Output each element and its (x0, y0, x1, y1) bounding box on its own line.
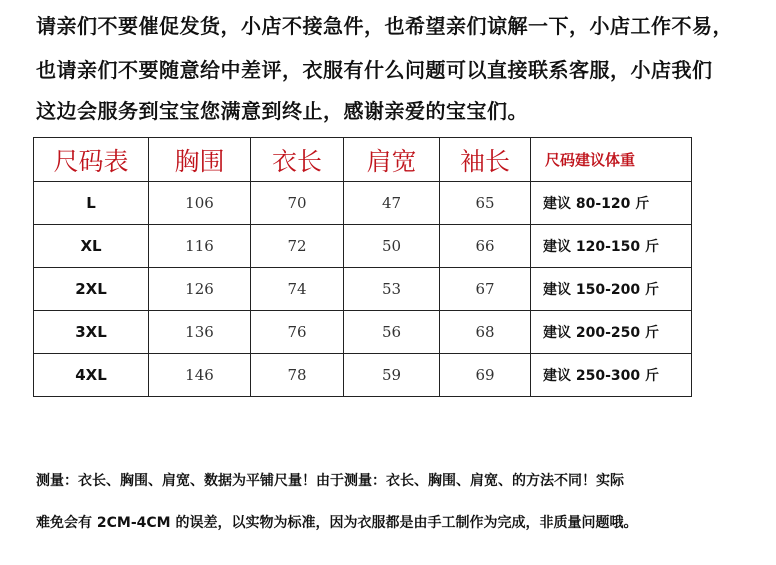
shoulder-cell: 50 (344, 225, 440, 268)
length-cell: 74 (251, 268, 344, 311)
header-chest: 胸围 (149, 138, 251, 182)
chest-cell: 116 (149, 225, 251, 268)
sleeve-cell: 69 (440, 354, 531, 397)
chest-cell: 106 (149, 182, 251, 225)
size-chart-table (33, 137, 692, 397)
shoulder-cell: 56 (344, 311, 440, 354)
intro-line-2: 也请亲们不要随意给中差评，衣服有什么问题可以直接联系客服，小店我们 (36, 58, 713, 82)
table-row (34, 354, 692, 397)
header-sleeve: 袖长 (440, 138, 531, 182)
measurement-note-2: 难免会有 2CM-4CM 的误差，以实物为标准，因为衣服都是由手工制作为完成，非质量问题哦。 (36, 515, 638, 531)
weight-cell: 建议 200-250 斤 (531, 311, 692, 354)
size-cell: 4XL (34, 354, 149, 397)
weight-cell: 建议 150-200 斤 (531, 268, 692, 311)
shoulder-cell: 53 (344, 268, 440, 311)
chest-cell: 146 (149, 354, 251, 397)
weight-cell: 建议 250-300 斤 (531, 354, 692, 397)
header-size-chart: 尺码表 (34, 138, 149, 182)
size-cell: L (34, 182, 149, 225)
sleeve-cell: 65 (440, 182, 531, 225)
sleeve-cell: 66 (440, 225, 531, 268)
length-cell: 70 (251, 182, 344, 225)
table-row (34, 225, 692, 268)
size-cell: XL (34, 225, 149, 268)
sleeve-cell: 67 (440, 268, 531, 311)
table-row (34, 311, 692, 354)
intro-line-3: 这边会服务到宝宝您满意到终止，感谢亲爱的宝宝们。 (36, 99, 528, 123)
chest-cell: 136 (149, 311, 251, 354)
table-row (34, 268, 692, 311)
header-shoulder: 肩宽 (344, 138, 440, 182)
chest-cell: 126 (149, 268, 251, 311)
length-cell: 72 (251, 225, 344, 268)
intro-line-1: 请亲们不要催促发货，小店不接急件，也希望亲们谅解一下，小店工作不易， (36, 14, 733, 38)
header-length: 衣长 (251, 138, 344, 182)
weight-cell: 建议 80-120 斤 (531, 182, 692, 225)
measurement-note-1: 测量：衣长、胸围、肩宽、数据为平铺尺量！由于测量：衣长、胸围、肩宽、的方法不同！实际 (36, 473, 624, 489)
shoulder-cell: 59 (344, 354, 440, 397)
size-cell: 2XL (34, 268, 149, 311)
header-weight: 尺码建议体重 (531, 138, 692, 182)
size-cell: 3XL (34, 311, 149, 354)
sleeve-cell: 68 (440, 311, 531, 354)
table-header-row (34, 138, 692, 182)
table-row (34, 182, 692, 225)
length-cell: 78 (251, 354, 344, 397)
weight-cell: 建议 120-150 斤 (531, 225, 692, 268)
length-cell: 76 (251, 311, 344, 354)
shoulder-cell: 47 (344, 182, 440, 225)
